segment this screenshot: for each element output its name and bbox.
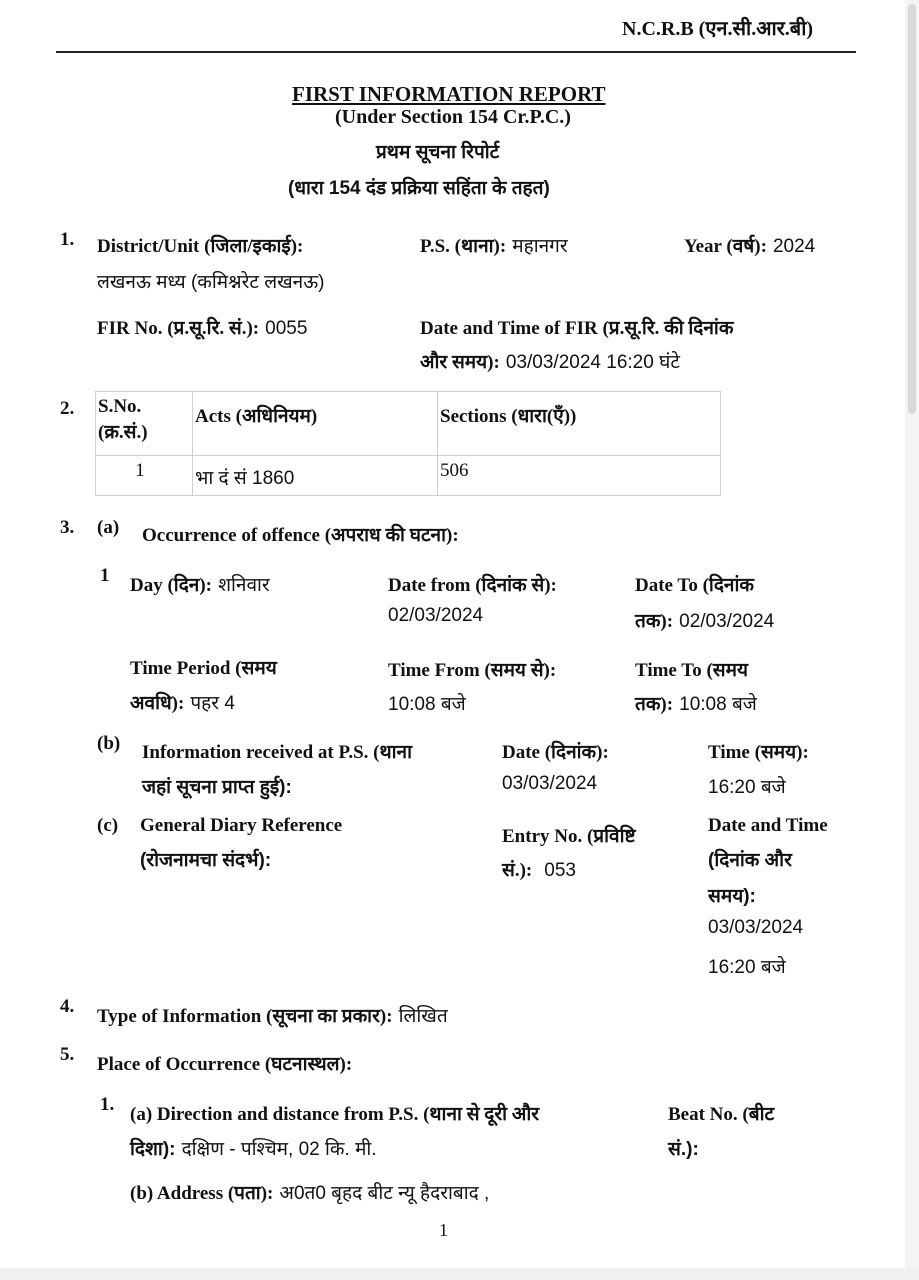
info-received-label-2: जहां सूचना प्राप्त हुई): — [142, 777, 292, 798]
info-date-label: Date (दिनांक): — [502, 742, 609, 763]
direction-label-2: दिशा): — [130, 1139, 176, 1160]
info-type-field — [97, 1002, 448, 1028]
ps-value: महानगर — [512, 236, 568, 257]
info-date-value: 03/03/2024 — [502, 773, 598, 794]
direction-value: दक्षिण - पश्चिम, 02 कि. मी. — [181, 1139, 377, 1160]
subsection-a-label: (a) — [97, 517, 120, 538]
vertical-scrollbar[interactable] — [905, 0, 919, 1280]
info-type-label: Type of Information (सूचना का प्रकार): — [97, 1006, 393, 1027]
entry-no-label: Entry No. (प्रविष्टि — [502, 826, 636, 847]
fir-label: FIR No. (प्र.सू.रि. सं.): — [97, 318, 260, 339]
section-1-number: 1. — [60, 229, 75, 250]
acts-table-header — [96, 392, 721, 456]
sno-header-hi: (क्र.सं.) — [98, 422, 148, 443]
acts-table — [95, 391, 721, 496]
gd-datetime-label: Date and Time — [708, 815, 828, 836]
time-period-label: Time Period (समय — [130, 658, 277, 679]
footer-strip — [0, 1268, 919, 1280]
fir-datetime-field — [420, 348, 680, 374]
beat-no-label: Beat No. (बीट — [668, 1104, 775, 1125]
date-to-field — [635, 607, 774, 633]
year-label: Year (वर्ष): — [684, 236, 767, 257]
fir-datetime-label-2: और समय): — [420, 352, 500, 373]
section-2-number: 2. — [60, 398, 75, 419]
time-to-label-2: तक): — [635, 694, 674, 715]
row-sno: 1 — [96, 456, 193, 496]
page-number: 1 — [439, 1220, 448, 1240]
address-field — [130, 1179, 489, 1205]
time-to-field — [635, 690, 757, 716]
day-field — [130, 571, 270, 597]
ps-field — [420, 232, 568, 258]
section-3-number: 3. — [60, 517, 75, 538]
date-to-label-2: तक): — [635, 611, 674, 632]
year-value: 2024 — [772, 236, 816, 257]
title-hi-sub: (धारा 154 दंड प्रक्रिया सहिंता के तहत) — [288, 178, 550, 199]
direction-field — [130, 1135, 377, 1161]
date-from-value: 02/03/2024 — [388, 605, 484, 626]
title-en-sub: (Under Section 154 Cr.P.C.) — [335, 106, 571, 128]
scrollbar-thumb[interactable] — [908, 4, 916, 414]
gd-datetime-label-2: (दिनांक और — [708, 850, 792, 871]
fir-value: 0055 — [265, 318, 308, 339]
year-field — [684, 232, 815, 258]
entry-no-label-2: सं.): — [502, 860, 533, 881]
gd-time-value: 16:20 बजे — [708, 957, 786, 978]
sno-header-en: S.No. — [98, 396, 142, 417]
address-value: अ0त0 बृहद बीट न्यू हैदराबाद , — [279, 1183, 490, 1204]
district-label: District/Unit (जिला/इकाई): — [97, 236, 304, 257]
gd-reference-label: General Diary Reference — [140, 815, 343, 836]
info-type-value: लिखित — [398, 1006, 448, 1027]
date-from-label: Date from (दिनांक से): — [388, 575, 557, 596]
subsection-c-label: (c) — [97, 815, 119, 836]
entry-no-value: 053 — [544, 860, 576, 881]
header-divider — [56, 51, 856, 53]
ncrb-header: N.C.R.B (एन.सी.आर.बी) — [622, 18, 814, 40]
day-label: Day (दिन): — [130, 575, 213, 596]
date-to-value: 02/03/2024 — [679, 611, 775, 632]
title-en: FIRST INFORMATION REPORT — [292, 82, 606, 106]
beat-no-label-2: सं.): — [668, 1139, 699, 1160]
sections-header: Sections (धारा(एँ)) — [438, 392, 721, 456]
direction-label: (a) Direction and distance from P.S. (थाना से दूरी और — [130, 1104, 540, 1125]
occurrence-title: Occurrence of offence (अपराध की घटना): — [142, 525, 459, 546]
place-of-occurrence-label: Place of Occurrence (घटनास्थल): — [97, 1054, 353, 1075]
row-act: भा दं सं 1860 — [193, 456, 438, 496]
time-to-value: 10:08 बजे — [679, 694, 757, 715]
sno-header — [96, 392, 193, 456]
info-received-label: Information received at P.S. (थाना — [142, 742, 413, 763]
subsection-b-label: (b) — [97, 733, 121, 754]
fir-datetime-label: Date and Time of FIR (प्र.सू.रि. की दिनांक — [420, 318, 734, 339]
time-period-field — [130, 689, 235, 715]
occurrence-item-number: 1 — [100, 565, 110, 586]
fir-datetime-value: 03/03/2024 16:20 घंटे — [505, 352, 680, 373]
acts-header: Acts (अधिनियम) — [193, 392, 438, 456]
address-label: (b) Address (पता): — [130, 1183, 274, 1204]
section-5-number: 5. — [60, 1044, 75, 1065]
title-hi: प्रथम सूचना रिपोर्ट — [376, 142, 500, 163]
day-value: शनिवार — [218, 575, 270, 596]
time-period-label-2: अवधि): — [130, 693, 185, 714]
info-time-label: Time (समय): — [708, 742, 809, 763]
time-to-label: Time To (समय — [635, 660, 749, 681]
time-from-label: Time From (समय से): — [388, 660, 557, 681]
time-from-value: 10:08 बजे — [388, 694, 466, 715]
row-section: 506 — [438, 456, 721, 496]
table-row — [96, 456, 721, 496]
entry-no-field — [502, 856, 576, 882]
time-period-value: पहर 4 — [190, 693, 235, 714]
fir-field — [97, 314, 307, 340]
gd-datetime-label-3: समय): — [708, 886, 756, 907]
gd-date-value: 03/03/2024 — [708, 917, 804, 938]
date-to-label: Date To (दिनांक — [635, 575, 754, 596]
place-item-number: 1. — [100, 1094, 115, 1115]
section-4-number: 4. — [60, 996, 75, 1017]
ps-label: P.S. (थाना): — [420, 236, 507, 257]
info-time-value: 16:20 बजे — [708, 777, 786, 798]
gd-reference-label-2: (रोजनामचा संदर्भ): — [140, 850, 272, 871]
district-value: लखनऊ मध्य (कमिश्नरेट लखनऊ) — [97, 272, 325, 293]
